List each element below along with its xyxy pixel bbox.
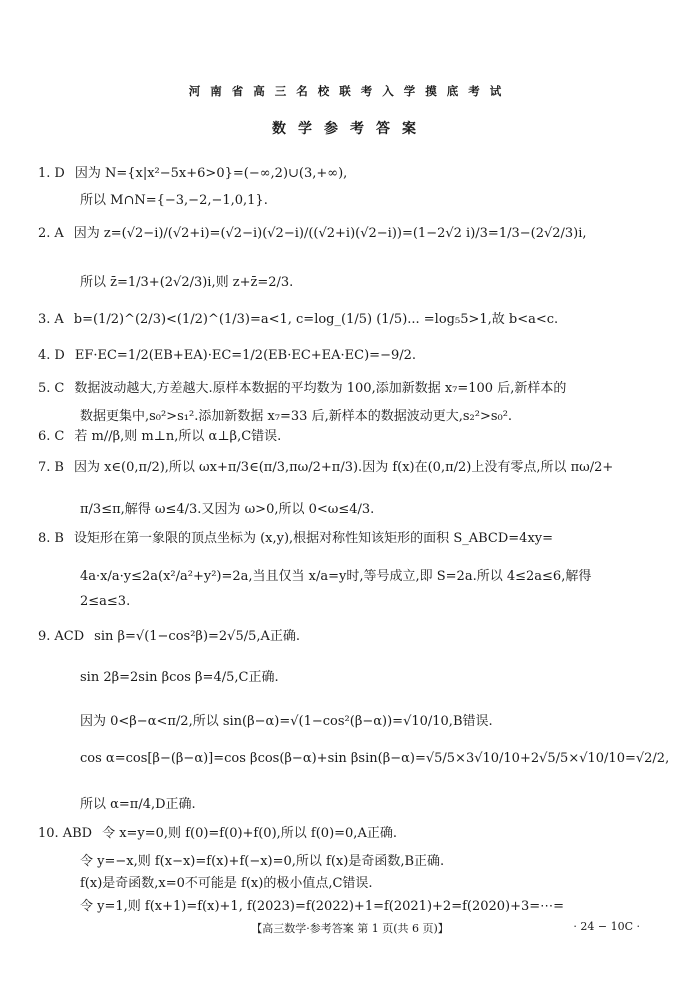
q8-line-1: [38, 531, 553, 547]
footer-code: · 24 − 10C ·: [573, 920, 640, 933]
q7-line-2: π/3≤π,解得 ω≤4/3.又因为 ω>0,所以 0<ω≤4/3.: [80, 502, 375, 517]
q8-line-2: 4a·x/a·y≤2a(x²/a²+y²)=2a,当且仅当 x/a=y时,等号成立,即 S=2a.所以 4≤2a≤6,解得: [80, 569, 592, 584]
q2-answer: A: [54, 226, 64, 241]
q8-text-1: 设矩形在第一象限的顶点坐标为 (x,y),根据对称性知该矩形的面积 S_ABCD=4xy=: [73, 531, 554, 546]
q6-answer: C: [54, 429, 65, 444]
q3-line-1: [38, 312, 558, 328]
q9-line-5: 所以 α=π/4,D正确.: [80, 797, 196, 812]
q1-text-1: 因为 N={x|x²−5x+6>0}=(−∞,2)∪(3,+∞),: [74, 166, 348, 181]
q10-number: 10.: [38, 826, 59, 841]
q10-line-1: [38, 826, 397, 842]
footer-page-info: 【高三数学·参考答案 第 1 页(共 6 页)】: [251, 922, 449, 935]
q1-answer: D: [54, 166, 65, 181]
q4-text-1: EF·EC=1/2(EB+EA)·EC=1/2(EB·EC+EA·EC)=−9/2.: [74, 348, 417, 363]
q6-number: 6.: [38, 429, 51, 444]
q5-line-1: [38, 381, 566, 397]
q7-text-1: 因为 x∈(0,π/2),所以 ωx+π/3∈(π/3,πω/2+π/3).因为 f(x)在(0,π/2)上没有零点,所以 πω/2+: [73, 460, 614, 475]
q5-answer: C: [54, 381, 65, 396]
q7-answer: B: [54, 460, 64, 475]
q2-line-2: 所以 z̄=1/3+(2√2/3)i,则 z+z̄=2/3.: [80, 275, 294, 290]
q9-line-4: cos α=cos[β−(β−α)]=cos βcos(β−α)+sin βsin(β−α)=√5/5×3√10/10+2√5/5×√10/10=√2/2,: [80, 751, 670, 766]
q5-line-2: 数据更集中,s₀²>s₁².添加新数据 x₇=33 后,新样本的数据波动更大,s₂²>s₀².: [80, 409, 513, 424]
q10-answer: ABD: [62, 826, 93, 841]
q5-number: 5.: [38, 381, 51, 396]
q8-line-3: 2≤a≤3.: [80, 594, 131, 609]
q3-number: 3.: [38, 312, 51, 327]
q6-line-1: [38, 429, 281, 445]
q9-line-3: 因为 0<β−α<π/2,所以 sin(β−α)=√(1−cos²(β−α))=√10/10,B错误.: [80, 714, 493, 729]
q2-line-1: [38, 226, 587, 242]
q4-number: 4.: [38, 348, 51, 363]
q10-line-4: 令 y=1,则 f(x+1)=f(x)+1, f(2023)=f(2022)+1=f(2021)+2=f(2020)+3=⋯=: [80, 899, 565, 914]
q4-line-1: [38, 348, 416, 364]
q4-answer: D: [54, 348, 65, 363]
q8-answer: B: [54, 531, 64, 546]
q7-number: 7.: [38, 460, 51, 475]
q10-line-2: 令 y=−x,则 f(x−x)=f(x)+f(−x)=0,所以 f(x)是奇函数,B正确.: [80, 854, 445, 869]
answer-subtitle: 数学参考答案: [272, 121, 428, 137]
q2-text-1: 因为 z=(√2−i)/(√2+i)=(√2−i)(√2−i)/((√2+i)(√2−i))=(1−2√2 i)/3=1/3−(2√2/3)i,: [73, 226, 587, 241]
q9-line-2: sin 2β=2sin βcos β=4/5,C正确.: [80, 670, 279, 685]
q9-line-1: [38, 629, 300, 645]
q3-answer: A: [54, 312, 64, 327]
q9-number: 9.: [38, 629, 51, 644]
q10-text-1: 令 x=y=0,则 f(0)=f(0)+f(0),所以 f(0)=0,A正确.: [102, 826, 397, 841]
q7-line-1: [38, 460, 613, 476]
q8-number: 8.: [38, 531, 51, 546]
q3-text-1: b=(1/2)^(2/3)<(1/2)^(1/3)=a<1, c=log_(1/5) (1/5)... =log₅5>1,故 b<a<c.: [73, 312, 559, 327]
q9-answer: ACD: [54, 629, 85, 644]
q5-text-1: 数据波动越大,方差越大.原样本数据的平均数为 100,添加新数据 x₇=100 后,新样本的: [74, 381, 567, 396]
q9-text-1: sin β=√(1−cos²β)=2√5/5,A正确.: [94, 629, 301, 644]
q1-number: 1.: [38, 166, 51, 181]
q10-line-3: f(x)是奇函数,x=0不可能是 f(x)的极小值点,C错误.: [80, 876, 373, 891]
q6-text-1: 若 m//β,则 m⊥n,所以 α⊥β,C错误.: [74, 429, 282, 444]
q1-line-1: [38, 166, 347, 182]
q1-line-2: 所以 M∩N={−3,−2,−1,0,1}.: [80, 193, 268, 208]
exam-title: 河南省高三名校联考入学摸底考试: [188, 84, 512, 98]
q2-number: 2.: [38, 226, 51, 241]
